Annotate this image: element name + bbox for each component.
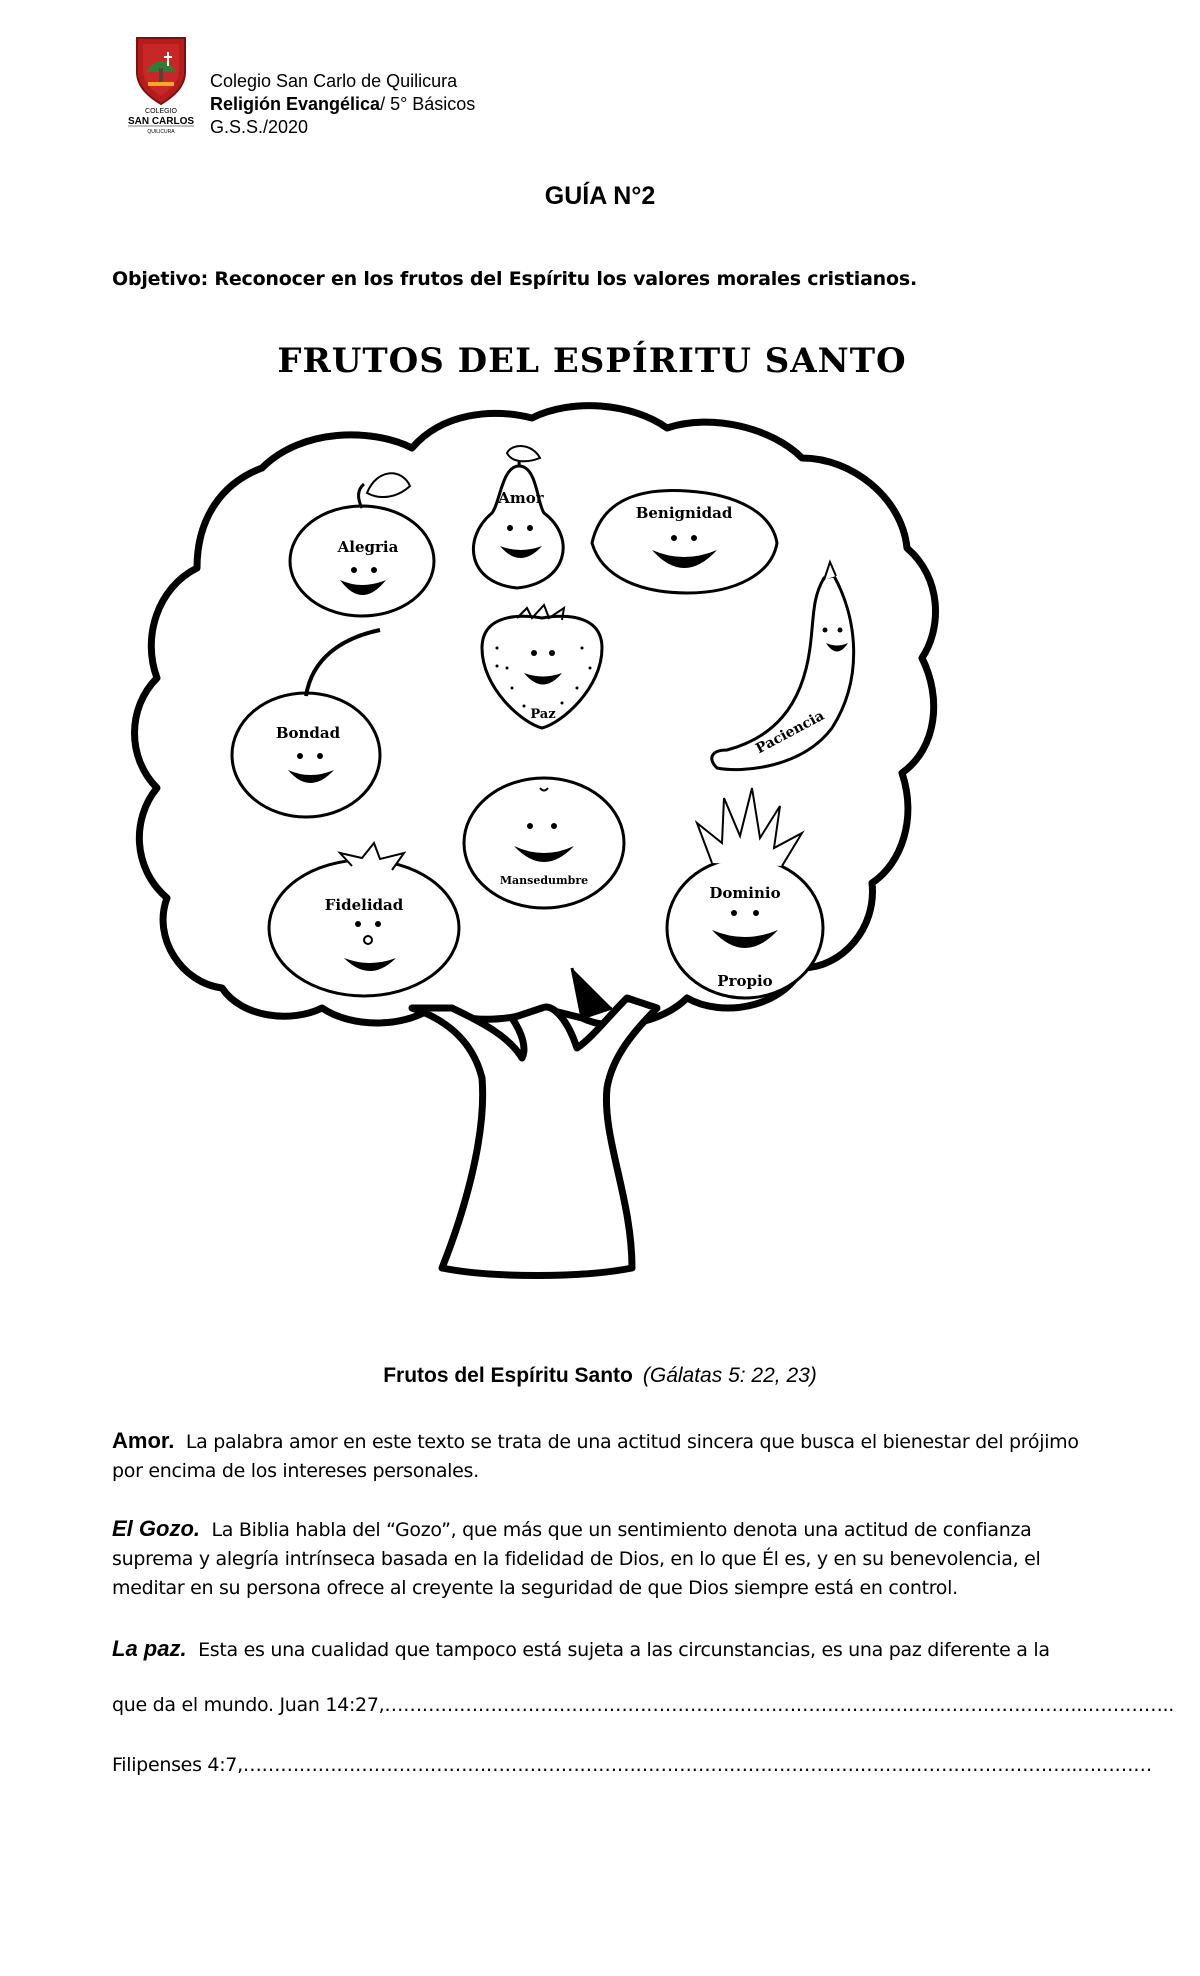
text-amor: La palabra amor en este texto se trata de una actitud sincera que busca el bienestar del prójimo por encima de los intereses personales. xyxy=(112,1431,1079,1482)
illustration-caption xyxy=(0,1364,1200,1388)
logo-text-quilicura: QUILICURA xyxy=(147,129,175,135)
label-dominio: Dominio xyxy=(709,884,781,902)
tree-drawing xyxy=(112,318,1092,1338)
section-gozo xyxy=(112,1514,1102,1603)
caption-title: Frutos del Espíritu Santo xyxy=(383,1364,633,1387)
term-paz: La paz. xyxy=(112,1636,187,1661)
label-fidelidad: Fidelidad xyxy=(324,896,404,914)
section-amor xyxy=(112,1426,1102,1486)
term-gozo: El Gozo. xyxy=(112,1516,200,1541)
school-name: Colegio San Carlo de Quilicura xyxy=(210,71,458,91)
label-paciencia: Paciencia xyxy=(753,707,828,758)
logo-text-san-carlos: SAN CARLOS xyxy=(127,116,195,127)
tree-trunk xyxy=(412,998,657,1276)
objective: Objetivo: Reconocer en los frutos del Espíritu los valores morales cristianos. xyxy=(112,268,917,290)
label-benignidad: Benignidad xyxy=(635,504,733,522)
fruit-mansedumbre xyxy=(464,778,624,908)
subject-name: Religión Evangélica xyxy=(210,94,381,114)
school-logo xyxy=(124,36,198,138)
filipenses-answer-line[interactable]: Filipenses 4:7,……………………………………………………………………………………………………………………..………… xyxy=(112,1754,1152,1776)
caption-reference: (Gálatas 5: 22, 23) xyxy=(642,1364,817,1387)
term-amor: Amor. xyxy=(112,1428,175,1453)
header-info xyxy=(210,70,475,139)
label-bondad: Bondad xyxy=(275,724,341,742)
text-paz: Esta es una cualidad que tampoco está sujeta a las circunstancias, es una paz diferente a la xyxy=(198,1639,1050,1661)
label-propio: Propio xyxy=(717,972,773,990)
section-paz xyxy=(112,1634,1102,1665)
label-paz: Paz xyxy=(530,707,556,722)
text-gozo: La Biblia habla del “Gozo”, que más que un sentimiento denota una actitud de confianza suprema y alegría intrínseca basada en la fidelidad de Dios, en lo que Él es, y en su benevolencia, el meditar en su persona ofrece al creyente la seguridad de que Dios siempre está en control. xyxy=(112,1519,1041,1599)
guide-title: GUÍA N°2 xyxy=(544,182,656,210)
label-mansedumbre: Mansedumbre xyxy=(499,874,589,887)
logo-text-colegio: COLEGIO xyxy=(145,108,177,115)
fruits-tree-illustration xyxy=(112,318,1092,1338)
subject-grade: / 5° Básicos xyxy=(380,94,476,114)
fruit-benignidad xyxy=(592,491,777,593)
document-code: G.S.S./2020 xyxy=(210,117,309,137)
label-amor: Amor xyxy=(498,489,544,507)
subject-line xyxy=(210,93,475,116)
label-alegria: Alegria xyxy=(337,538,399,556)
illustration-title: FRUTOS DEL ESPÍRITU SANTO xyxy=(277,341,907,381)
juan-answer-line[interactable]: que da el mundo. Juan 14:27,…………………………………………………………………………………………………..………….. xyxy=(112,1694,1175,1716)
